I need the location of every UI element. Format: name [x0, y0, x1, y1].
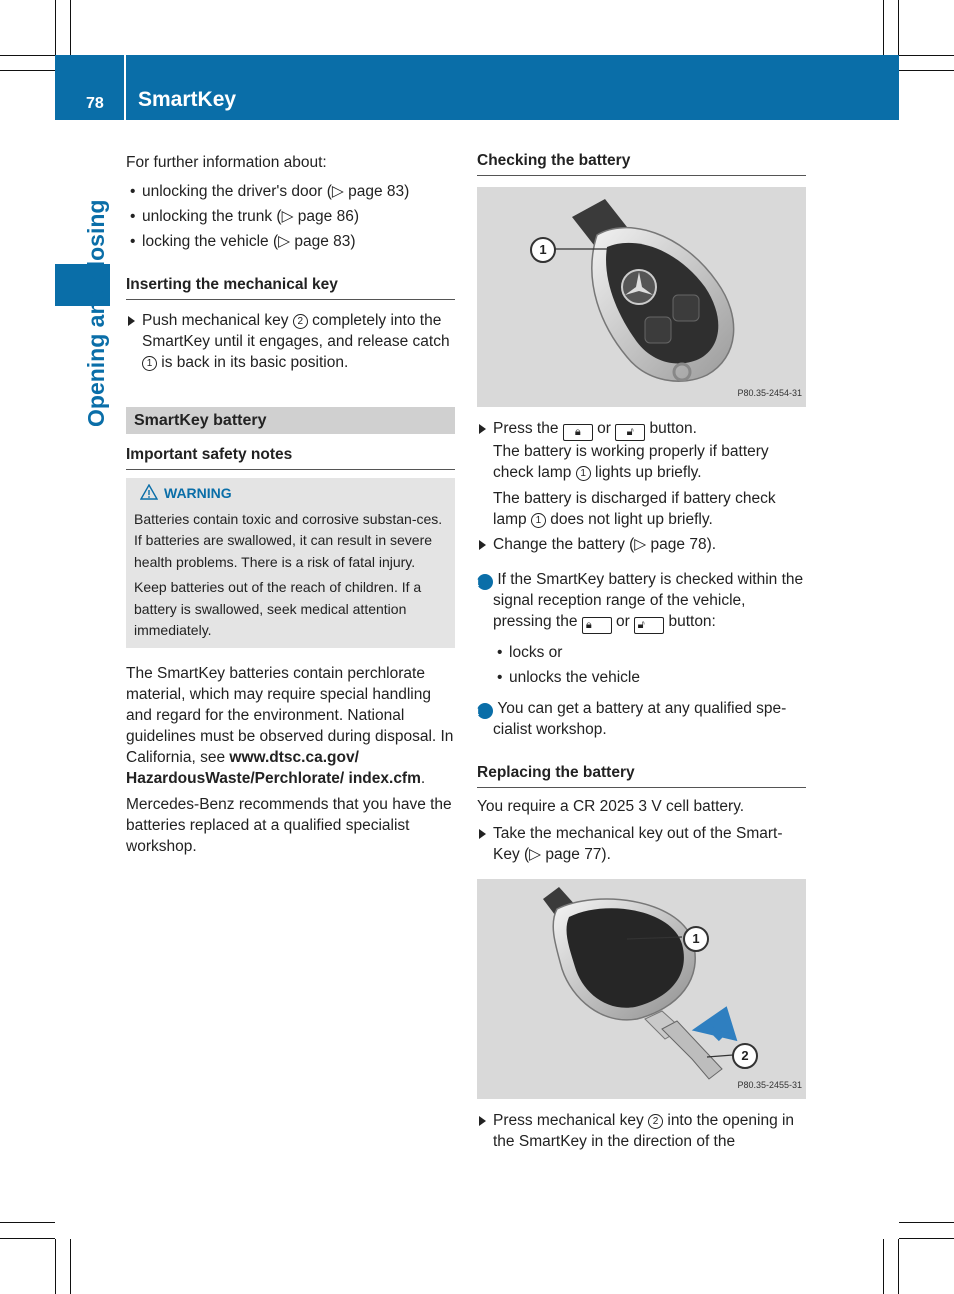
instruction-step: Take the mechanical key out of the Smart-Key (▷ page 77). — [477, 823, 806, 865]
step-text: completely into the SmartKey until it engages, and release catch — [142, 312, 450, 350]
crop-mark — [0, 70, 55, 71]
chapter-label: Opening and closing — [83, 199, 109, 427]
unlock-icon: 🔓︎ — [634, 617, 664, 634]
note-text: You can get a battery at any qualified spe-cialist workshop. — [493, 700, 787, 738]
right-column-top — [477, 150, 806, 176]
link[interactable]: www.dtsc.ca.gov/ HazardousWaste/Perchlorate/ index.cfm — [126, 748, 421, 787]
step-text: The battery is discharged if battery check lamp — [493, 490, 776, 528]
section-band: SmartKey battery — [126, 407, 455, 434]
step-text: button. — [645, 420, 697, 437]
list-item-text: unlocks the vehicle — [509, 669, 640, 686]
smartkey-illustration — [477, 187, 806, 407]
smartkey-figure — [477, 879, 806, 1099]
section-heading: Replacing the battery — [477, 762, 806, 788]
info-list — [477, 642, 806, 688]
page-title: SmartKey — [138, 88, 237, 111]
crop-mark — [70, 1239, 71, 1294]
right-column-bottom — [477, 1110, 806, 1152]
crop-mark — [55, 0, 56, 55]
section-heading: Important safety notes — [126, 444, 455, 470]
figure-code: P80.35-2454-31 — [737, 388, 802, 398]
body-paragraph — [126, 663, 455, 789]
unlock-icon: 🔓︎ — [615, 424, 645, 441]
header-separator — [124, 55, 126, 120]
crop-mark — [898, 1239, 899, 1294]
list-item-text: locking the vehicle (▷ page 83) — [142, 233, 356, 250]
instruction-step — [477, 418, 806, 483]
body-paragraph: You require a CR 2025 3 V cell battery. — [477, 798, 745, 815]
instruction-step — [126, 310, 455, 373]
callout-number: 1 — [531, 513, 546, 528]
crop-mark — [55, 1239, 56, 1294]
crop-mark — [0, 1238, 55, 1239]
step-text: Press the — [493, 420, 563, 437]
warning-text: Batteries contain toxic and corrosive substan-ces. If batteries are swallowed, it can result in severe health problems. There is a risk of fatal injury. — [134, 510, 443, 570]
warning-title: WARNING — [164, 485, 232, 501]
section-heading: Checking the battery — [477, 150, 806, 176]
paragraph-text: . — [420, 769, 426, 787]
reference-list — [126, 181, 455, 252]
warning-text: Keep batteries out of the reach of children. If a battery is swallowed, seek medical attention immediately. — [134, 579, 422, 638]
callout-number: 1 — [683, 926, 709, 952]
list-item — [493, 667, 806, 688]
info-icon: i — [477, 574, 493, 590]
callout-number: 1 — [530, 237, 556, 263]
crop-mark — [899, 55, 954, 56]
paragraph-text: The SmartKey batteries contain perchlorate material, which may require special handling and regard for the environment. National guidelines must be observed during disposal. In California, see — [126, 664, 454, 766]
figure-code: P80.35-2455-31 — [737, 1080, 802, 1090]
step-text: or — [592, 420, 616, 437]
note-text: button: — [664, 613, 716, 630]
instruction-step — [477, 1110, 806, 1152]
step-text: does not light up briefly. — [545, 511, 713, 528]
instruction-step: Change the battery (▷ page 78). — [477, 534, 806, 555]
callout-number: 2 — [648, 1114, 663, 1129]
info-icon: i — [477, 703, 493, 719]
list-item — [493, 642, 806, 663]
crop-mark — [883, 1239, 884, 1294]
intro-text: For further information about: — [126, 154, 327, 171]
crop-mark — [883, 0, 884, 55]
step-text: Push mechanical key — [142, 312, 293, 329]
list-item — [126, 206, 455, 227]
callout-number: 1 — [142, 356, 157, 371]
crop-mark — [899, 70, 954, 71]
smartkey-figure — [477, 187, 806, 407]
warning-header — [134, 483, 447, 505]
info-note — [474, 569, 806, 634]
step-continuation — [477, 488, 806, 530]
note-text: If the SmartKey battery is checked within the signal reception range of the vehicle, pressing the — [493, 571, 804, 630]
list-item — [126, 181, 455, 202]
lock-icon: 🔒︎ — [582, 617, 612, 634]
step-text: into the opening in the SmartKey in the direction of the — [493, 1112, 795, 1150]
list-item-text: unlocking the driver's door (▷ page 83) — [142, 183, 410, 200]
page-number: 78 — [86, 95, 104, 112]
list-item-text: locks or — [509, 644, 563, 661]
step-text: is back in its basic position. — [157, 354, 349, 371]
step-text: The battery is working properly if battery check lamp — [493, 443, 769, 481]
info-note — [474, 698, 806, 740]
right-column-middle — [474, 418, 806, 865]
warning-box — [126, 478, 455, 648]
smartkey-key-illustration — [477, 879, 806, 1099]
body-paragraph: Mercedes-Benz recommends that you have the batteries replaced at a qualified specialist workshop. — [126, 795, 452, 855]
list-item-text: unlocking the trunk (▷ page 86) — [142, 208, 359, 225]
warning-triangle-icon — [140, 484, 158, 500]
crop-mark — [899, 1238, 954, 1239]
callout-number: 2 — [732, 1043, 758, 1069]
note-text: or — [611, 613, 635, 630]
callout-number: 1 — [576, 466, 591, 481]
crop-mark — [899, 1222, 954, 1223]
crop-mark — [0, 1222, 55, 1223]
left-column — [126, 152, 455, 857]
step-text: Press mechanical key — [493, 1112, 649, 1129]
lock-icon: 🔒︎ — [563, 424, 593, 441]
list-item — [126, 231, 455, 252]
callout-number: 2 — [293, 314, 308, 329]
section-heading: Inserting the mechanical key — [126, 274, 455, 300]
crop-mark — [70, 0, 71, 55]
crop-mark — [898, 0, 899, 55]
crop-mark — [0, 55, 55, 56]
step-text: lights up briefly. — [590, 464, 702, 481]
